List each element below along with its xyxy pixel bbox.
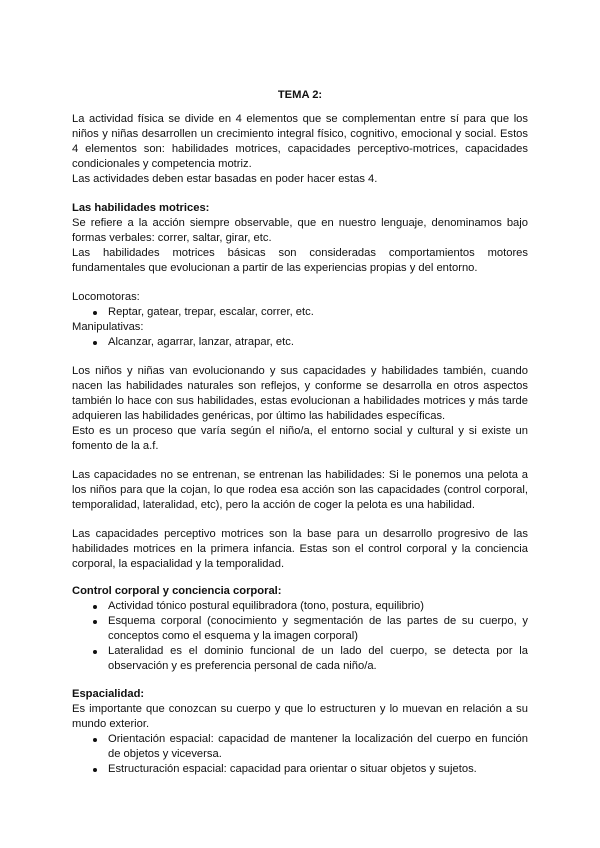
bullet-icon [93,620,97,624]
paragraph: Las habilidades motrices básicas son consideradas comportamientos motores fundamentales que evolucionan a partir de las experiencias propias y del entorno. [72,247,528,274]
document-page [72,88,528,777]
manipulativas-list [72,335,528,350]
paragraph: Las capacidades perceptivo motrices son la base para un desarrollo progresivo de las habilidades motrices en la primera infancia. Estas son el control corporal y la conciencia corporal, la espacialidad y la temporalidad. [72,528,528,570]
paragraph: Es importante que conozcan su cuerpo y que lo estructuren y lo muevan en relación a su mundo exterior. [72,703,528,730]
list-item [108,335,528,350]
page-title: TEMA 2: [277,89,323,101]
bullet-icon [93,311,97,315]
list-item-text: Lateralidad es el dominio funcional de un lado del cuerpo, se detecta por la observación y es preferencia personal de cada niño/a. [108,645,528,672]
bullet-icon [93,738,97,742]
list-item [108,305,528,320]
list-item-text: Alcanzar, agarrar, lanzar, atrapar, etc. [108,336,294,348]
locomotoras-list [72,305,528,320]
list-item [108,644,528,674]
paragraph: Las capacidades no se entrenan, se entrenan las habilidades: Si le ponemos una pelota a los niños para que la cojan, lo que rodea esa acción son las capacidades (control corporal, temporalidad, lateralidad, etc), pero la acción de coger la pelota es una habilidad. [72,469,528,511]
list-item [108,762,528,777]
list-item-text: Orientación espacial: capacidad de mantener la localización del cuerpo en función de objetos y viceversa. [108,733,528,760]
list-item [108,599,528,614]
bullet-icon [93,341,97,345]
bullet-icon [93,605,97,609]
section-heading-control: Control corporal y conciencia corporal: [72,585,282,597]
control-list [72,599,528,674]
bullet-icon [93,650,97,654]
section-heading-espacialidad: Espacialidad: [72,688,145,700]
list-item-text: Actividad tónico postural equilibradora (tono, postura, equilibrio) [108,600,424,612]
list-item-text: Estructuración espacial: capacidad para orientar o situar objetos y sujetos. [108,763,477,775]
list-label-locomotoras: Locomotoras: [72,291,140,303]
list-item-text: Esquema corporal (conocimiento y segmentación de las partes de su cuerpo, y conceptos como el esquema y la imagen corporal) [108,615,528,642]
paragraph: Esto es un proceso que varía según el niño/a, el entorno social y cultural y si existe un fomento de la a.f. [72,425,528,452]
espacialidad-list [72,732,528,777]
paragraph: Se refiere a la acción siempre observable, que en nuestro lenguaje, denominamos bajo formas verbales: correr, saltar, girar, etc. [72,217,528,244]
intro-paragraph: Las actividades deben estar basadas en poder hacer estas 4. [72,173,378,185]
list-item [108,732,528,762]
intro-paragraph: La actividad física se divide en 4 elementos que se complementan entre sí para que los niños y niñas desarrollen un crecimiento integral físico, cognitivo, emocional y social. Estos 4 elementos son: habilidades motrices, capacidades perceptivo-motrices, capacidades condicionales y competencia motriz. [72,113,528,170]
bullet-icon [93,768,97,772]
section-heading-habilidades: Las habilidades motrices: [72,202,210,214]
list-item [108,614,528,644]
paragraph: Los niños y niñas van evolucionando y sus capacidades y habilidades también, cuando nacen las habilidades naturales son reflejos, y conforme se desarrolla en otros aspectos también lo hace con sus habilidades, estas evolucionan a habilidades motrices y más tarde adquieren las habilidades genéricas, por último las habilidades específicas. [72,365,528,422]
list-label-manipulativas: Manipulativas: [72,321,144,333]
list-item-text: Reptar, gatear, trepar, escalar, correr, etc. [108,306,314,318]
